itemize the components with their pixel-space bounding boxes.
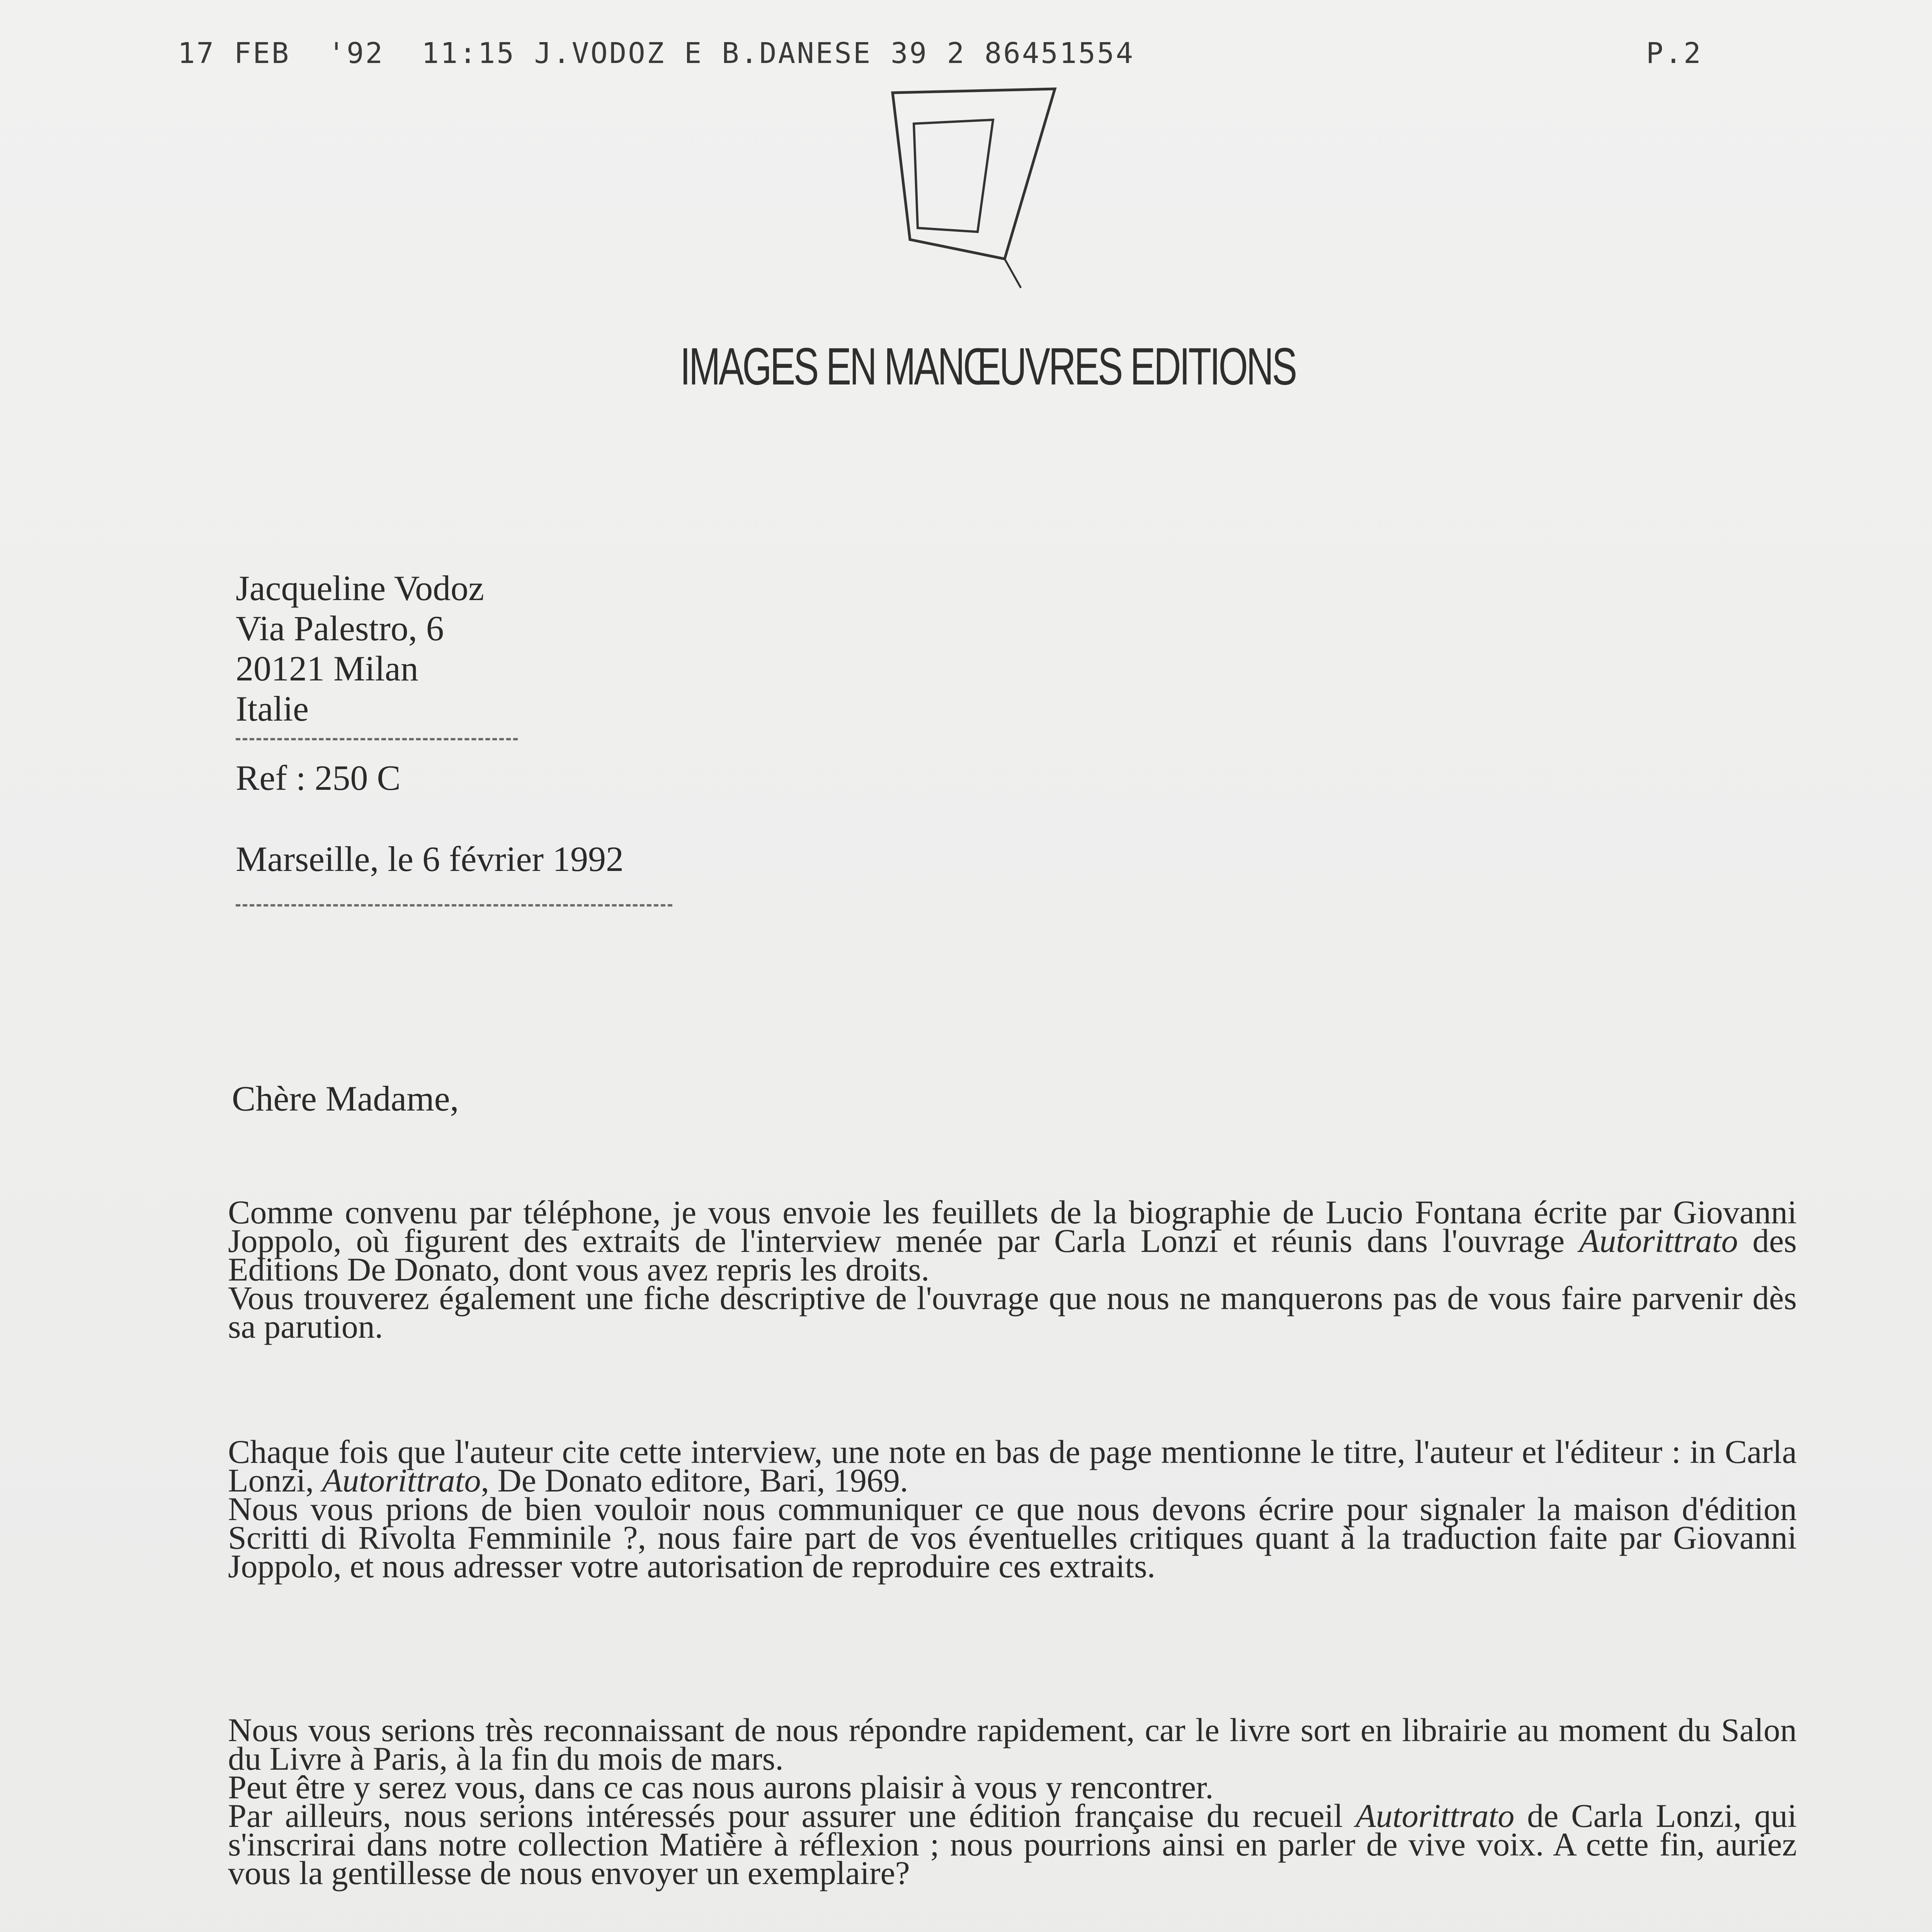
recipient-name: Jacqueline Vodoz [236, 568, 485, 608]
paragraph-2 [228, 1433, 1797, 1585]
recipient-city: 20121 Milan [236, 649, 418, 688]
paragraph-text: de Carla Lonzi, qui s'inscrirai dans notre collection Matière à réflexion ; nous pourrions ainsi en parler de vive voix. A cette fin, auriez vous la gentillesse de nous envoyer un exemplaire? [228, 1797, 1797, 1891]
book-title: Autorittrato [1355, 1797, 1515, 1834]
divider [236, 904, 672, 906]
paragraph-text: Nous vous serions très reconnaissant de nous répondre rapidement, car le livre sort en librairie au moment du Salon du Livre à Paris, à la fin du mois de mars. [228, 1711, 1797, 1777]
recipient-country: Italie [236, 689, 309, 728]
paragraph-text: Par ailleurs, nous serions intéressés pour assurer une édition française du recueil [228, 1797, 1356, 1834]
fax-header-text: 17 FEB '92 11:15 J.VODOZ E B.DANESE 39 2 86451554 [178, 37, 1135, 70]
reference: Ref : 250 C [236, 758, 401, 798]
divider [236, 738, 518, 740]
trapezoid-frame-logo [877, 77, 1063, 294]
paragraph-text: Chaque fois que l'auteur cite cette interview, une note en bas de page mentionne le titre, l'auteur et l'éditeur : in Carla Lonzi, [228, 1433, 1797, 1499]
publisher-brand: IMAGES EN MANŒUVRES EDITIONS [680, 337, 1296, 396]
fax-page-number: P.2 [1646, 37, 1702, 70]
paragraph-1 [228, 1194, 1797, 1345]
fax-header [178, 37, 1723, 83]
place-date: Marseille, le 6 février 1992 [236, 839, 624, 879]
paragraph-3 [228, 1711, 1797, 1891]
book-title: Autorittrato [1579, 1222, 1738, 1259]
paragraph-text: Vous trouverez également une fiche descriptive de l'ouvrage que nous ne manquerons pas de vous faire parvenir dès sa parution. [228, 1279, 1797, 1345]
recipient-street: Via Palestro, 6 [236, 609, 444, 648]
greeting: Chère Madame, [232, 1079, 459, 1118]
paragraph-text: Peut être y serez vous, dans ce cas nous aurons plaisir à vous y rencontrer. [228, 1769, 1214, 1806]
book-title: Autorittrato [322, 1462, 481, 1499]
paragraph-text: , De Donato editore, Bari, 1969. [481, 1462, 908, 1499]
paragraph-text: Nous vous prions de bien vouloir nous communiquer ce que nous devons écrire pour signaler la maison d'édition Scritti di Rivolta Femminile ?, nous faire part de vos éventuelles critiques quant à la traduction faite par Giovanni Joppolo, et nous adresser votre autorisation de reproduire ces extraits. [228, 1490, 1797, 1585]
paragraph-text: des Editions De Donato, dont vous avez repris les droits. [228, 1222, 1797, 1288]
paragraph-text: Comme convenu par téléphone, je vous envoie les feuillets de la biographie de Lucio Fontana écrite par Giovanni Joppolo, où figurent des extraits de l'interview menée par Carla Lonzi et réunis dans l'ouvrage [228, 1194, 1797, 1259]
recipient-address [236, 568, 484, 729]
